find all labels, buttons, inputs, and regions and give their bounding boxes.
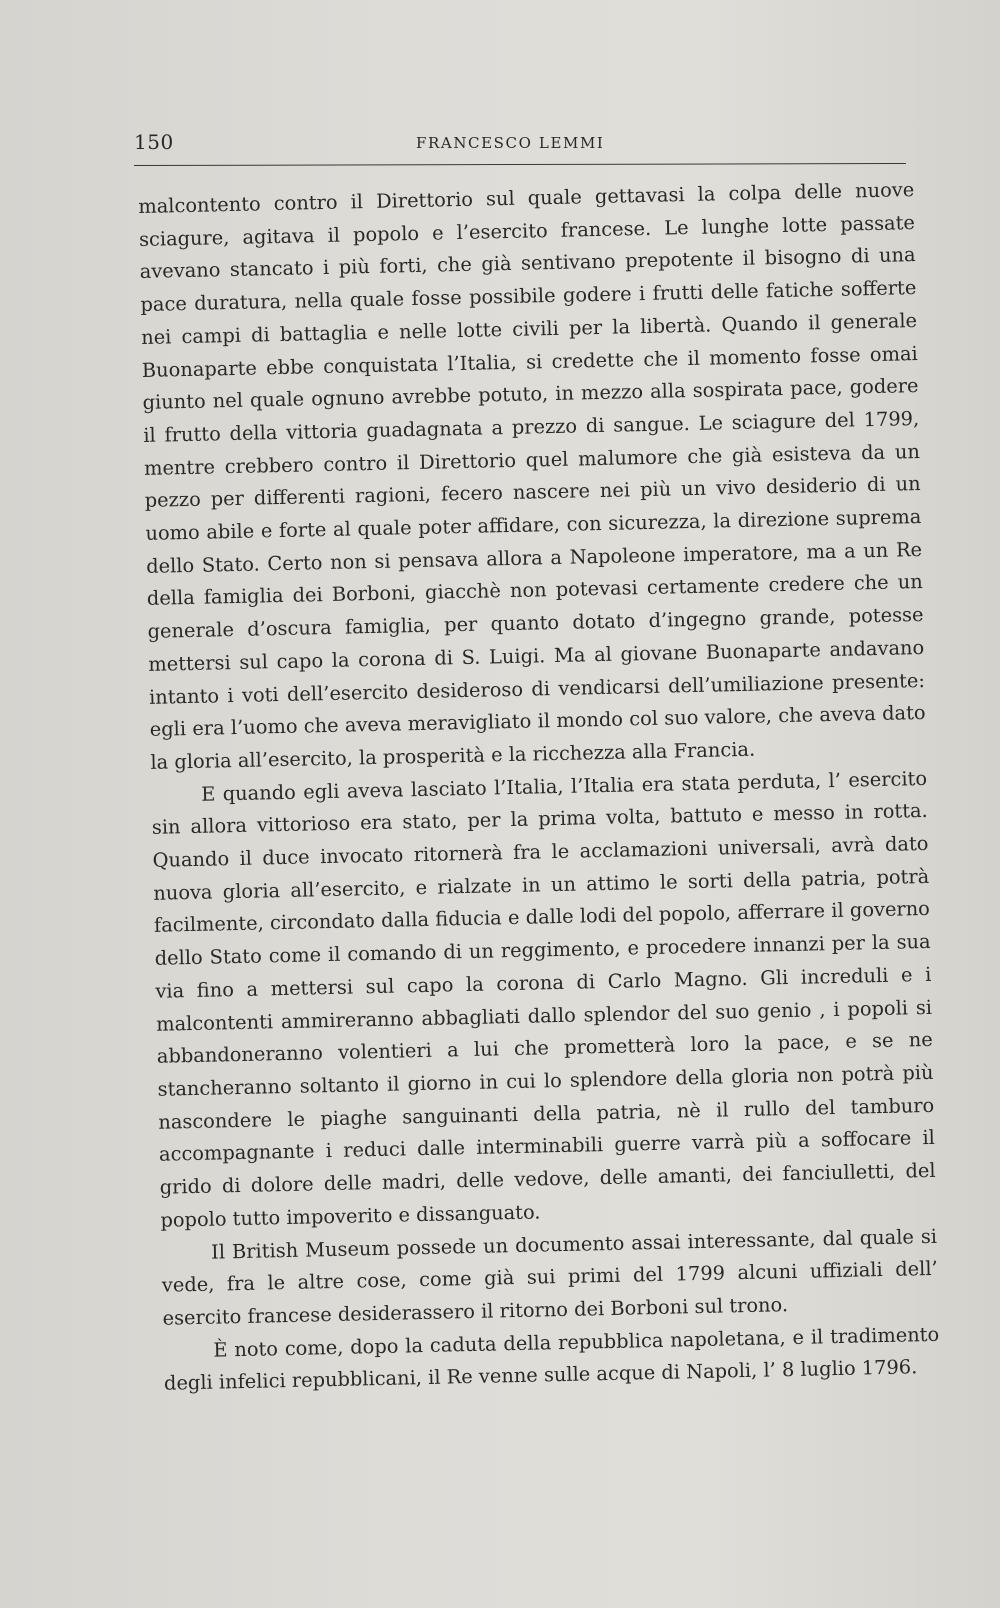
- paragraph: malcontento contro il Direttorio sul quale gettavasi la colpa delle nuove sciagure, agitava il popolo e l’esercito francese. Le lunghe lotte passate avevano stancato i più forti, che già sentivano prepotente il bisogno di una pace duratura, nella quale fosse possibile godere i frutti delle fatiche sofferte nei campi di battaglia e nelle lotte civili per la libertà. Quando il generale Buonaparte ebbe conquistata l’Italia, si credette che il momento fosse omai giunto nel quale ognuno avrebbe potuto, in mezzo alla sospirata pace, godere il frutto della vittoria guadagnata a prezzo di sangue. Le sciagure del 1799, mentre crebbero contro il Direttorio quel malumore che già esisteva da un pezzo per differenti ragioni, fecero nascere nei più un vivo desiderio di un uomo abile e forte al quale poter affidare, con sicurezza, la direzione suprema dello Stato. Certo non si pensava allora a Napoleone imperatore, ma a un Re della famiglia dei Borboni, giacchè non potevasi certamente credere che un generale d’oscura famiglia, per quanto dotato d’ingegno grande, potesse mettersi sul capo la corona di S. Luigi. Ma al giovane Buonaparte andavano intanto i voti dell’esercito desideroso di vendicarsi dell’umiliazione presente: egli era l’uomo che aveva meravigliato il mondo col suo valore, che aveva dato la gloria all’esercito, la prosperità e la ricchezza alla Francia.: [138, 178, 926, 774]
- paragraph: E quando egli aveva lasciato l’Italia, l’Italia era stata perduta, l’ esercito sin allora vittorioso era stato, per la prima volta, battuto e messo in rotta. Quando il duce invocato ritornerà fra le acclamazioni universali, avrà dato nuova gloria all’esercito, e rialzate in un attimo le sorti della patria, potrà facilmente, circondato dalla fiducia e dalle lodi del popolo, afferrare il governo dello Stato come il comando di un reggimento, e procedere innanzi per la sua via fino a mettersi sul capo la corona di Carlo Magno. Gli increduli e i malcontenti ammireranno abbagliati dallo splendor del suo genio , i popoli si abbandoneranno volentieri a lui che prometterà loro la pace, e se ne stancheranno soltanto il giorno in cui lo splendore della gloria non potrà più nascondere le piaghe sanguinanti della patria, nè il rullo del tamburo accompagnante i reduci dalle interminabili guerre varrà più a soffocare il grido di dolore delle madri, delle vedove, delle amanti, dei fanciulletti, del popolo tutto impoverito e dissanguato.: [151, 766, 936, 1232]
- running-head: FRANCESCO LEMMI: [416, 134, 605, 152]
- page-number: 150: [134, 130, 174, 154]
- paragraph: Il British Museum possede un documento assai interessante, dal quale si vede, fra le altre cose, come già sui primi del 1799 alcuni uffiziali dell’ esercito francese desiderassero il ritorno dei Borboni sul trono.: [161, 1224, 938, 1330]
- header-rule: [134, 163, 906, 166]
- body-text: [138, 174, 940, 1401]
- page-header: [134, 126, 904, 160]
- paragraph: È noto come, dopo la caduta della repubblica napoletana, e il tradimento degli infelici repubblicani, il Re venne sulle acque di Napoli, l’ 8 luglio 1796.: [163, 1322, 940, 1396]
